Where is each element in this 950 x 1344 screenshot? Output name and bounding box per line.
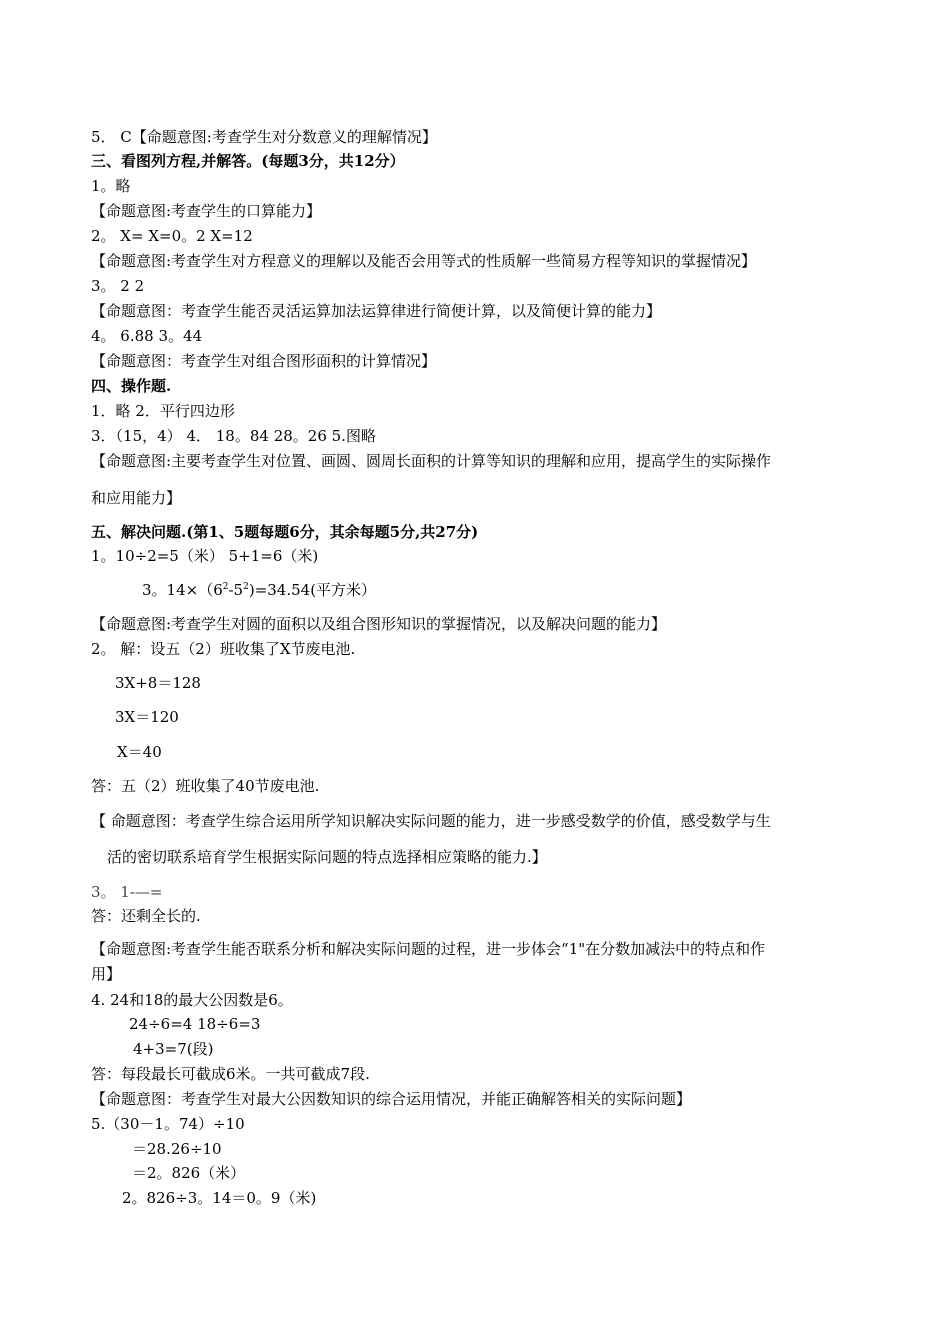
- text-line: 【命题意图:考查学生的口算能力】: [91, 202, 322, 220]
- text-line: 1。10÷2=5（米） 5+1=6（米): [91, 547, 319, 565]
- section-heading: 四、操作题.: [91, 377, 172, 395]
- text-line: 和应用能力】: [91, 489, 182, 507]
- equation-line: 24÷6=4 18÷6=3: [129, 1015, 261, 1033]
- text-line: 【 命题意图：考查学生综合运用所学知识解决实际问题的能力，进一步感受数学的价值，感受数学与生: [91, 812, 771, 830]
- text-line: 4。 6.88 3。44: [91, 327, 203, 345]
- equation-line: 3X+8＝128: [115, 674, 201, 692]
- text-line: 活的密切联系培育学生根据实际问题的特点选择相应策略的能力.】: [107, 848, 547, 866]
- text-line: 5． C【命题意图:考查学生对分数意义的理解情况】: [91, 128, 437, 146]
- text-line: 3．（15，4） 4． 18。84 28。26 5.图略: [91, 427, 376, 445]
- text-line: 3。 1-—=: [91, 883, 163, 901]
- text-line: 【命题意图：考查学生对最大公因数知识的综合运用情况，并能正确解答相关的实际问题】: [91, 1090, 692, 1108]
- text-line: 用】: [91, 965, 122, 983]
- text-line: 【命题意图:主要考查学生对位置、画圆、圆周长面积的计算等知识的理解和应用，提高学生的实际操作: [91, 452, 772, 470]
- text-line: 答：每段最长可截成6米。一共可截成7段.: [91, 1065, 370, 1083]
- text-line: 【命题意图：考查学生能否灵活运算加法运算律进行简便计算，以及简便计算的能力】: [91, 302, 662, 320]
- text-line: 答：五（2）班收集了40节废电池.: [91, 777, 320, 795]
- equation-line: X＝40: [117, 743, 162, 761]
- equation-line: ＝28.26÷10: [132, 1140, 222, 1158]
- text-line: 2。 X= X=0。2 X=12: [91, 227, 253, 245]
- equation-line: 4+3=7(段): [133, 1040, 214, 1058]
- text-line: 1．略 2．平行四边形: [91, 402, 235, 420]
- text-line: 4. 24和18的最大公因数是6。: [91, 991, 293, 1009]
- section-heading: 三、看图列方程,并解答。(每题3分，共12分）: [91, 152, 405, 170]
- equation-line: ＝2。826（米）: [132, 1164, 246, 1182]
- text-line: 答：还剩全长的.: [91, 907, 201, 925]
- section-heading: 五、解决问题.(第1、5题每题6分，其余每题5分,共27分): [91, 523, 479, 541]
- text-line: 【命题意图:考查学生能否联系分析和解决实际问题的过程，进一步体会“1"在分数加减法中的特点和作: [91, 940, 766, 958]
- equation-line: 5.（30－1。74）÷10: [91, 1115, 245, 1133]
- text-line: 【命题意图:考查学生对圆的面积以及组合图形知识的掌握情况，以及解决问题的能力】: [91, 615, 667, 633]
- text-line: 3。$14\times(6^2-5^2)=34.54$(平方米）: [142, 581, 377, 599]
- text-line: 2。 解：设五（2）班收集了X节废电池.: [91, 640, 356, 658]
- text-line: 1。略: [91, 177, 131, 195]
- text-line: 【命题意图:考查学生对方程意义的理解以及能否会用等式的性质解一些简易方程等知识的掌握情况】: [91, 252, 757, 270]
- equation-line: 3X＝120: [115, 708, 179, 726]
- text-line: 3。 2 2: [91, 277, 145, 295]
- equation-line: 2。826÷3。14＝0。9（米): [122, 1189, 317, 1207]
- text-line: 【命题意图：考查学生对组合图形面积的计算情况】: [91, 352, 437, 370]
